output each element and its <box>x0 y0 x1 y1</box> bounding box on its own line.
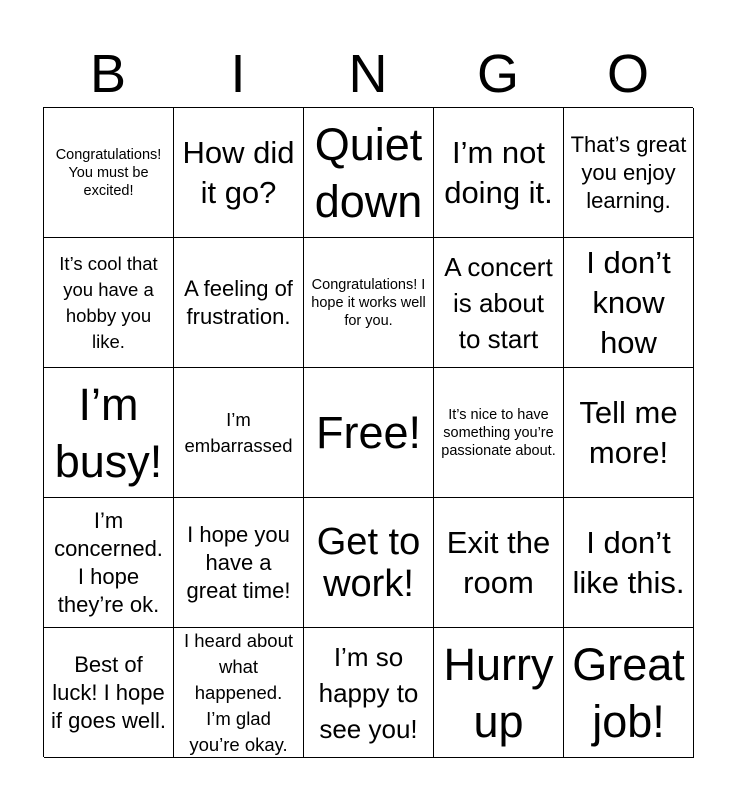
bingo-cell[interactable] <box>174 368 304 498</box>
header-letter-n: N <box>348 44 388 104</box>
cell-text: A concert is about to start <box>444 251 553 354</box>
bingo-cell[interactable] <box>304 368 434 498</box>
bingo-cell[interactable] <box>304 238 434 368</box>
bingo-header <box>43 40 693 108</box>
bingo-cell[interactable] <box>304 498 434 628</box>
cell-text: I hope you have a great time! <box>186 521 291 603</box>
cell-text: Hurry up <box>443 638 554 747</box>
bingo-cell[interactable] <box>44 498 174 628</box>
bingo-cell[interactable] <box>304 108 434 238</box>
bingo-cell[interactable] <box>564 498 694 628</box>
cell-text: How did it go? <box>182 134 295 210</box>
cell-text: Get to work! <box>316 520 421 605</box>
header-letter-o: O <box>606 44 649 104</box>
bingo-cell[interactable] <box>434 108 564 238</box>
bingo-cell[interactable] <box>44 368 174 498</box>
cell-text: That’s great you enjoy learning. <box>570 131 687 213</box>
bingo-grid <box>43 107 693 757</box>
cell-text: Exit the room <box>446 524 551 600</box>
cell-text: I don’t know how <box>586 244 671 360</box>
cell-text: I heard about what happened. I’m glad you’re okay. <box>183 629 294 755</box>
cell-text: I don’t like this. <box>572 524 685 600</box>
bingo-cell[interactable] <box>564 368 694 498</box>
cell-text: Free! <box>315 407 422 458</box>
bingo-cell[interactable] <box>434 238 564 368</box>
bingo-cell[interactable] <box>44 238 174 368</box>
bingo-cell[interactable] <box>564 108 694 238</box>
cell-text: It’s nice to have something you’re passionate about. <box>441 406 556 459</box>
bingo-cell[interactable] <box>174 108 304 238</box>
cell-text: Congratulations! You must be excited! <box>55 146 162 199</box>
bingo-cell[interactable] <box>174 238 304 368</box>
bingo-cell[interactable] <box>434 368 564 498</box>
cell-text: It’s cool that you have a hobby you like. <box>59 252 158 352</box>
cell-text: Best of luck! I hope if goes well. <box>51 651 166 733</box>
cell-text: Great job! <box>572 638 685 747</box>
bingo-cell[interactable] <box>174 498 304 628</box>
bingo-cell[interactable] <box>174 628 304 758</box>
cell-text: I’m embarrassed <box>184 408 293 456</box>
cell-text: I’m busy! <box>54 378 163 487</box>
header-letter-g: G <box>476 44 519 104</box>
cell-text: I’m so happy to see you! <box>318 641 419 744</box>
cell-text: I’m concerned. I hope they’re ok. <box>54 507 163 617</box>
bingo-cell[interactable] <box>564 628 694 758</box>
cell-text: Quiet down <box>314 118 423 227</box>
cell-text: I’m not doing it. <box>444 134 553 210</box>
header-letter-b: B <box>89 44 127 104</box>
cell-text: Congratulations! I hope it works well for you. <box>311 276 426 329</box>
bingo-cell[interactable] <box>44 108 174 238</box>
cell-text: A feeling of frustration. <box>184 275 293 329</box>
bingo-cell[interactable] <box>434 498 564 628</box>
header-letter-i: I <box>230 44 246 104</box>
bingo-cell[interactable] <box>304 628 434 758</box>
bingo-cell[interactable] <box>434 628 564 758</box>
bingo-cell[interactable] <box>44 628 174 758</box>
bingo-cell[interactable] <box>564 238 694 368</box>
cell-text: Tell me more! <box>579 394 678 470</box>
